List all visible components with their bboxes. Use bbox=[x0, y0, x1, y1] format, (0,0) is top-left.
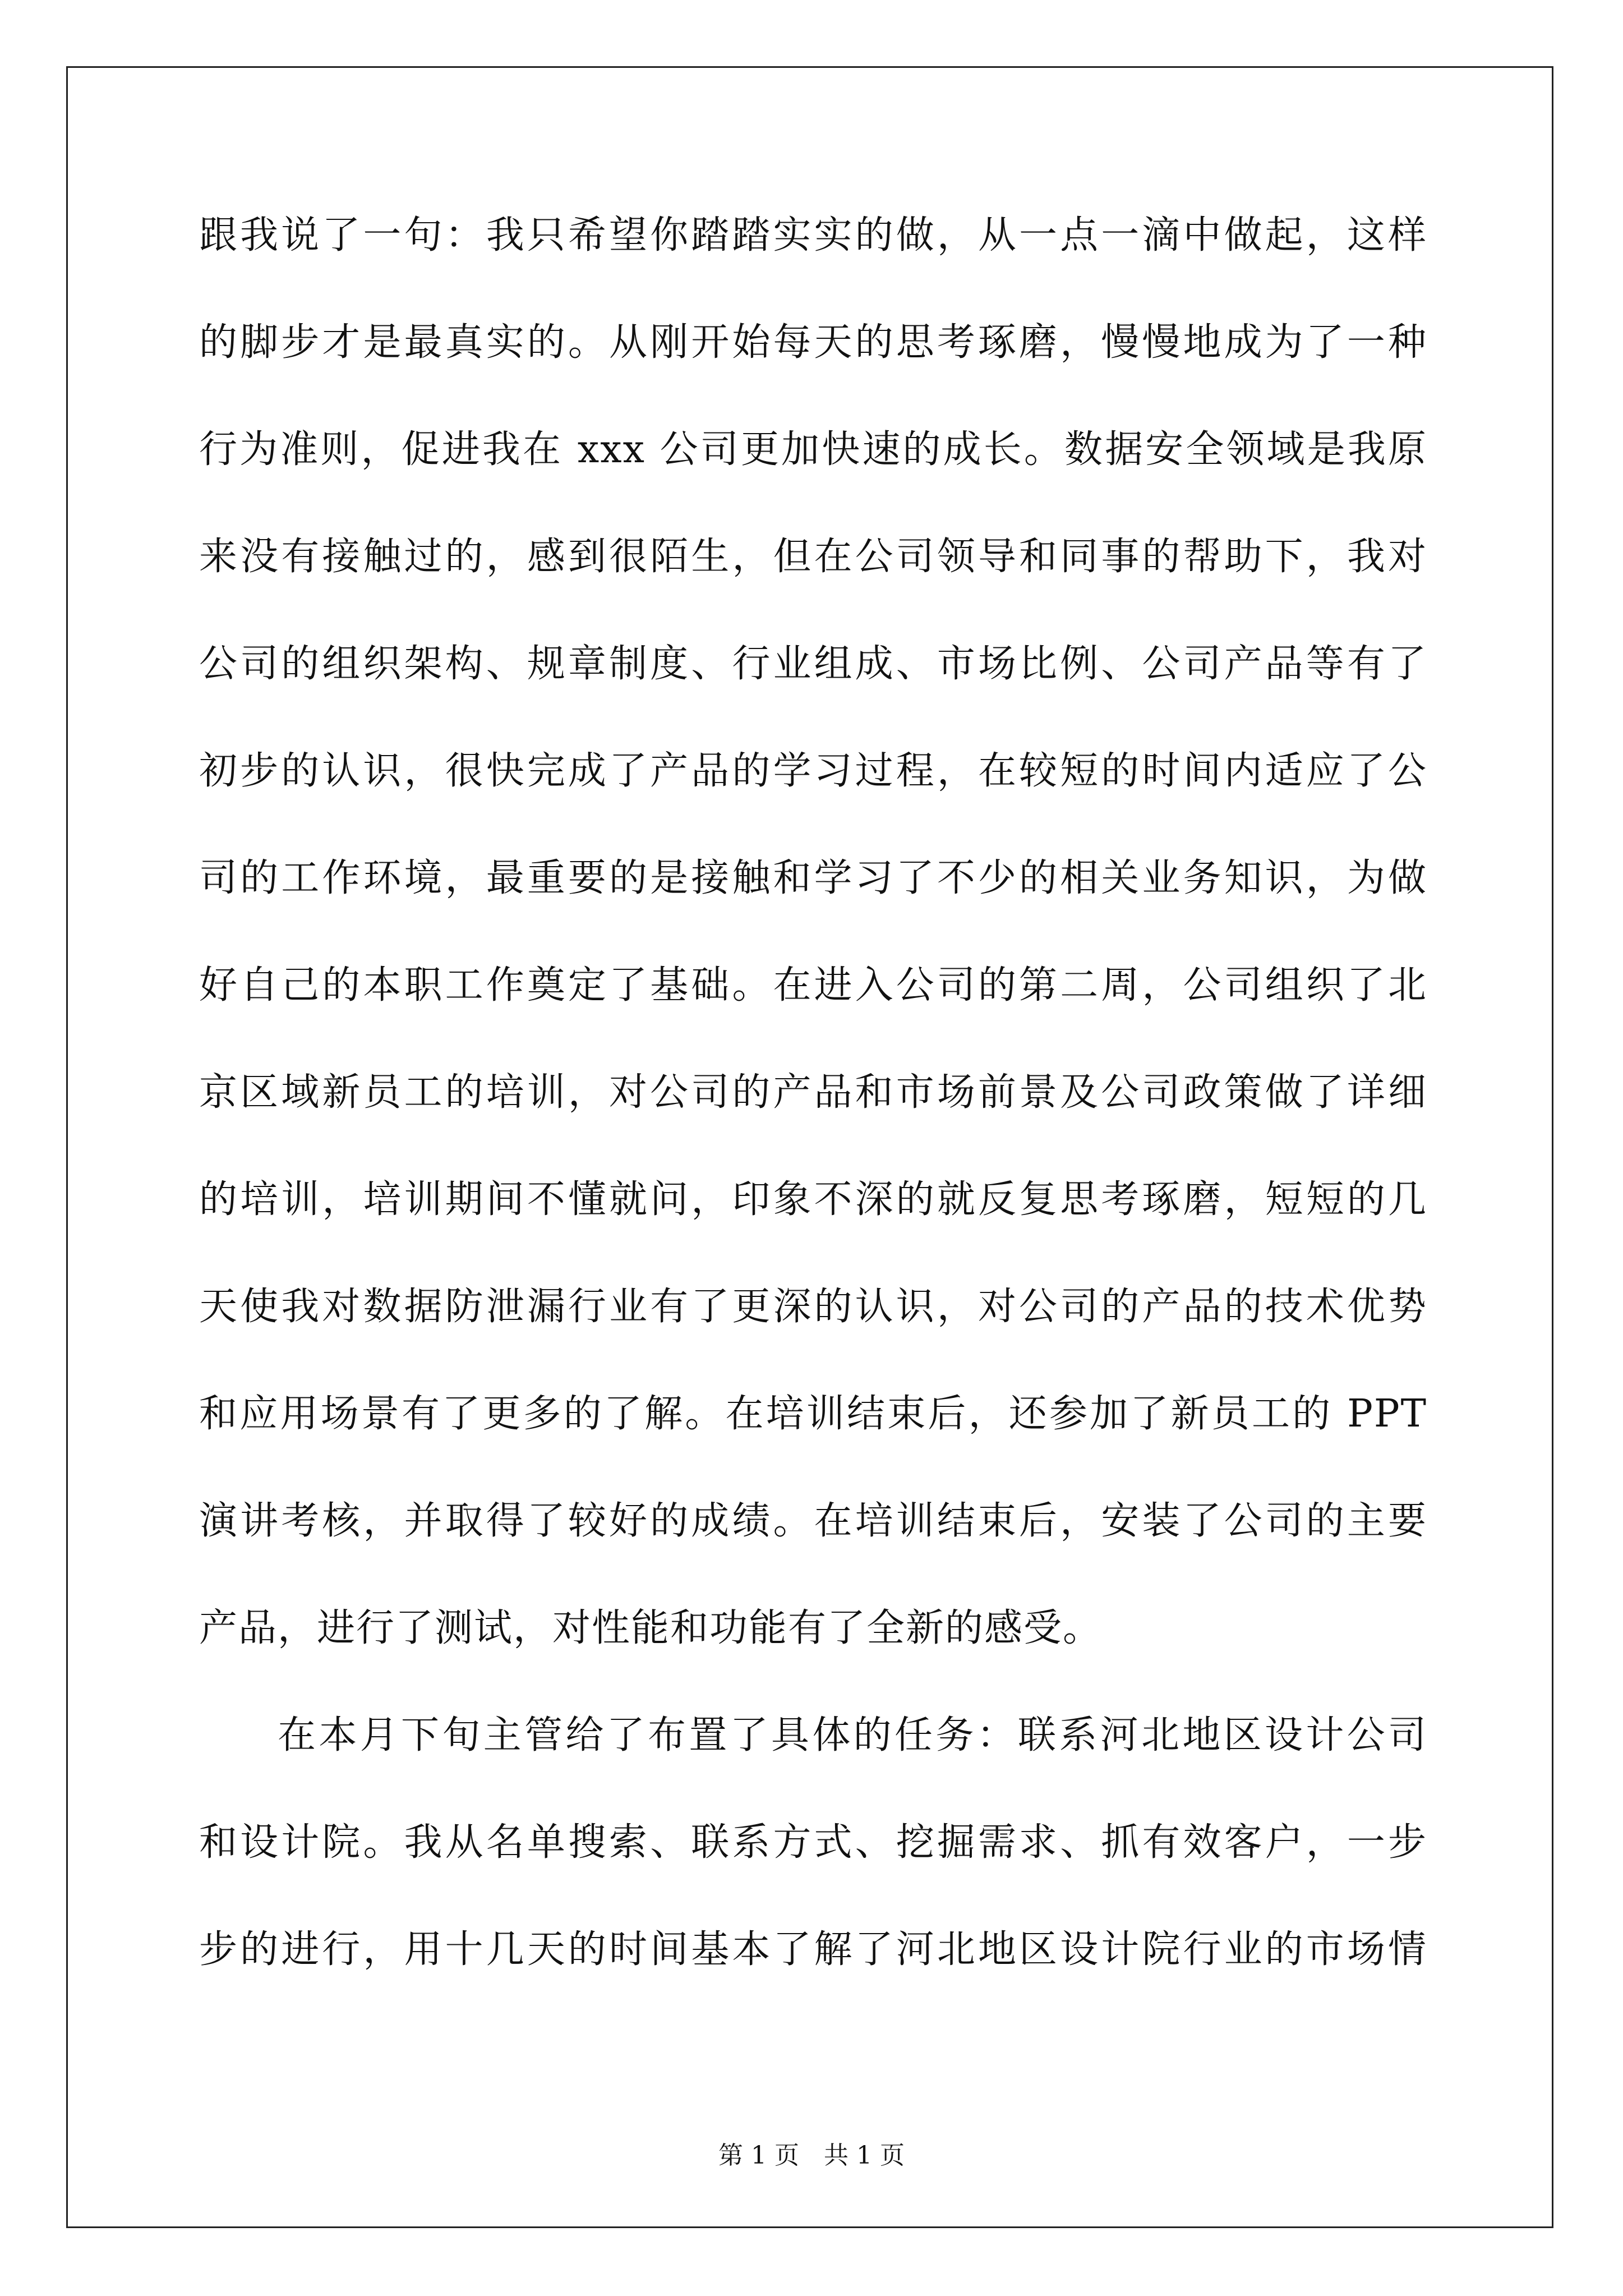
text-line: 产品，进行了测试，对性能和功能有了全新的感受。 bbox=[199, 1606, 1103, 1650]
text-line: 行为准则，促进我在 xxx 公司更加快速的成长。数据安全领域是我原 bbox=[199, 427, 1427, 472]
text-line: 天使我对数据防泄漏行业有了更深的认识，对公司的产品的技术优势 bbox=[199, 1285, 1427, 1329]
page-footer: 第 1 页 共 1 页 bbox=[718, 2141, 905, 2170]
text-line: 公司的组织架构、规章制度、行业组成、市场比例、公司产品等有了 bbox=[199, 642, 1427, 686]
paragraph bbox=[199, 213, 1427, 1713]
text-line: 好自己的本职工作奠定了基础。在进入公司的第二周，公司组织了北 bbox=[199, 963, 1427, 1007]
document-body bbox=[199, 213, 1427, 2035]
text-line: 的脚步才是最真实的。从刚开始每天的思考琢磨，慢慢地成为了一种 bbox=[199, 320, 1427, 365]
text-line: 步的进行，用十几天的时间基本了解了河北地区设计院行业的市场情 bbox=[199, 1927, 1427, 1972]
text-line: 初步的认识，很快完成了产品的学习过程，在较短的时间内适应了公 bbox=[199, 749, 1427, 793]
text-line: 的培训，培训期间不懂就问，印象不深的就反复思考琢磨，短短的几 bbox=[199, 1177, 1427, 1222]
text-line: 跟我说了一句：我只希望你踏踏实实的做，从一点一滴中做起，这样 bbox=[199, 213, 1427, 257]
text-line: 京区域新员工的培训，对公司的产品和市场前景及公司政策做了详细 bbox=[199, 1070, 1427, 1115]
text-line: 和应用场景有了更多的了解。在培训结束后，还参加了新员工的 PPT bbox=[199, 1392, 1427, 1436]
text-line: 司的工作环境，最重要的是接触和学习了不少的相关业务知识，为做 bbox=[199, 856, 1427, 900]
text-line: 演讲考核，并取得了较好的成绩。在培训结束后，安装了公司的主要 bbox=[199, 1499, 1427, 1543]
text-line: 和设计院。我从名单搜索、联系方式、挖掘需求、抓有效客户，一步 bbox=[199, 1820, 1427, 1865]
text-line: 在本月下旬主管给了布置了具体的任务：联系河北地区设计公司 bbox=[278, 1713, 1427, 1757]
paragraph bbox=[199, 1713, 1427, 2035]
text-line: 来没有接触过的，感到很陌生，但在公司领导和同事的帮助下，我对 bbox=[199, 535, 1427, 579]
